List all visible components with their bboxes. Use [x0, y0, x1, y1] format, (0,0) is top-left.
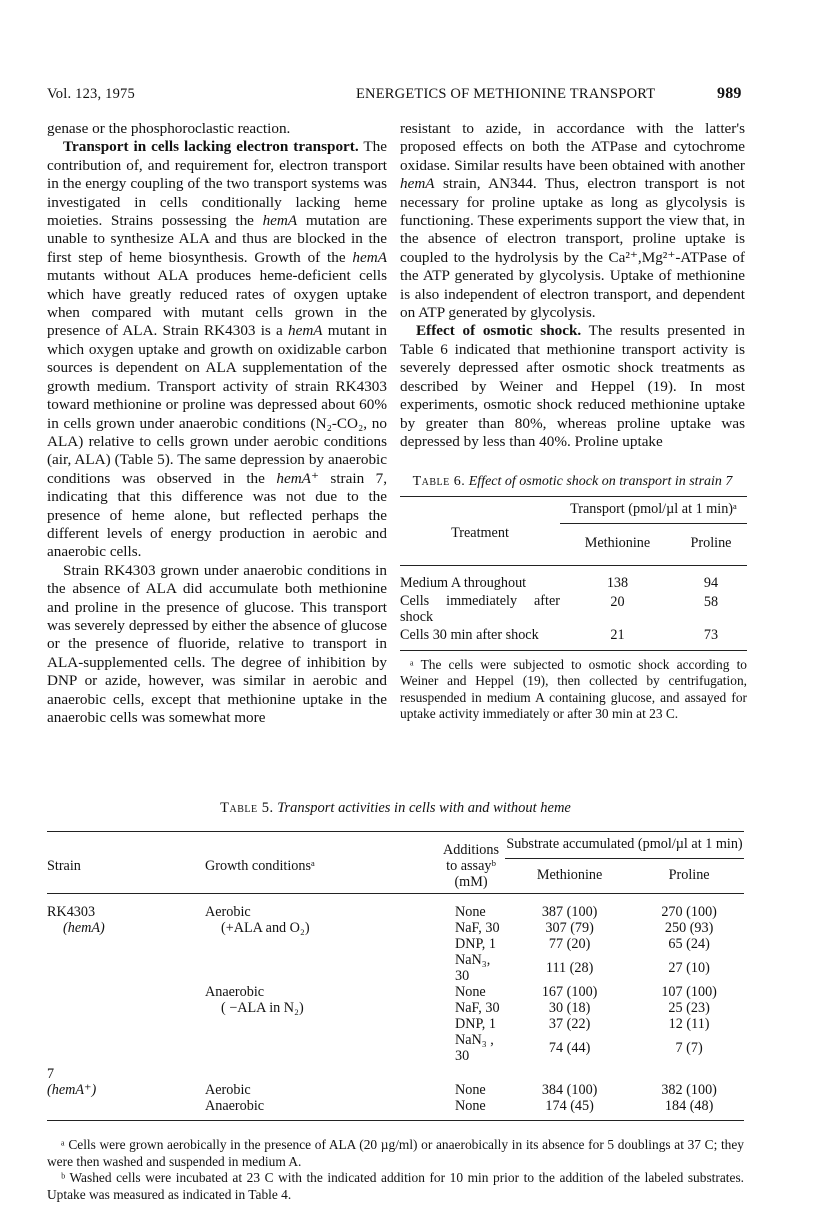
table-cell — [165, 1032, 437, 1064]
table5-footnote-b: ᵇ Washed cells were incubated at 23 C with the indicated addition for 10 min prior to the addition of the labeled substrates. Uptake was measured as indicated in Table 4. — [47, 1170, 744, 1202]
running-header-title: ENERGETICS OF METHIONINE TRANSPORT — [356, 86, 656, 102]
table6 — [400, 496, 747, 722]
section-heading-osmotic-shock: Effect of osmotic shock. — [416, 322, 582, 340]
table-cell: 307 (79) — [545, 920, 594, 936]
table-cell: DNP, 1 — [455, 1016, 496, 1032]
table-cell — [165, 952, 437, 984]
paragraph-electron-transport — [47, 138, 387, 561]
table-row: (hemA) — [63, 920, 105, 936]
text-run: strain 7, indicating that this difference was not due to the presence of heme alone, but reflected perhaps the different levels of energy production in aerobic and anaerobic cells. — [47, 469, 388, 561]
table-cell: NaF, 30 — [455, 1000, 500, 1016]
table-cell — [165, 1016, 437, 1032]
table-row — [47, 984, 165, 1000]
paragraph-osmotic-shock — [400, 322, 745, 451]
table6-header-methionine: Methionine — [560, 524, 675, 565]
table-cell: 382 (100) — [661, 1082, 717, 1098]
table6-header-group: Transport (pmol/µl at 1 min)ᵃ — [570, 501, 737, 518]
table-cell: 250 (93) — [664, 920, 714, 936]
table-cell — [165, 1064, 437, 1082]
table-cell: 20 — [610, 594, 625, 611]
table-cell: Anaerobic — [205, 1098, 265, 1114]
table-cell: DNP, 1 — [455, 936, 496, 952]
table5-header-proline: Proline — [634, 859, 744, 894]
table6-label: Table 6. — [412, 474, 466, 490]
table-row — [47, 952, 165, 984]
table5-header-group: Substrate accumulated (pmol/µl at 1 min) — [506, 836, 743, 852]
table-cell — [437, 1064, 505, 1082]
table-cell: 30 (18) — [548, 1000, 591, 1016]
table-cell: 74 (44) — [548, 1040, 591, 1056]
table-cell: 138 — [606, 574, 629, 591]
table-row — [47, 1000, 165, 1016]
gene-name: hemA — [288, 322, 323, 340]
paragraph-continuation: genase or the phosphoroclastic reaction. — [47, 120, 291, 137]
paragraph-anaerobic: Strain RK4303 grown under anaerobic conditions in the absence of ALA did accumulate both methionine and proline in the presence of glucose. This transport was severely depressed by either the absence of glucose or the presence of fluoride, relative to transport in ALA-supplemented cells. The degree of inhibition by DNP or azide, however, was similar in aerobic and anaerobic cells, except that methionine uptake in the anaerobic cells was somewhat more — [47, 561, 387, 726]
table-cell — [165, 936, 437, 952]
table-cell: Aerobic — [205, 904, 251, 920]
table6-header-proline: Proline — [675, 524, 747, 565]
table-row: RK4303 — [47, 904, 96, 920]
table-cell — [634, 1064, 744, 1082]
running-header-volume: Vol. 123, 1975 — [47, 86, 135, 102]
table5 — [47, 831, 744, 1121]
table5-block — [47, 800, 744, 1203]
table-cell: 65 (24) — [668, 936, 710, 952]
text-run: The results presented in Table 6 indicated that methionine transport activity is severely depressed after osmotic shock treatments as described by Weiner and Heppel (19). In most experiments, osmotic shock reduced methionine uptake by greater than 80%, whereas proline uptake was depressed by less than 40%. Proline uptake — [400, 322, 745, 450]
table5-header-additions: Additions to assayᵇ (mM) — [443, 841, 499, 890]
table-cell: ( −ALA in N₂) — [221, 1000, 304, 1016]
table-cell: (+ALA and O₂) — [221, 920, 310, 936]
table-cell: 184 (48) — [664, 1098, 714, 1114]
table-cell: 111 (28) — [545, 960, 594, 976]
table-cell: 174 (45) — [545, 1098, 594, 1114]
table-cell: None — [455, 904, 486, 920]
table6-caption — [400, 473, 745, 490]
table5-title: Transport activities in cells with and without heme — [277, 800, 571, 816]
table5-header-growth: Growth conditionsᵃ — [205, 857, 315, 874]
table-cell: 107 (100) — [661, 984, 717, 1000]
table5-footnotes — [47, 1137, 744, 1203]
table6-header-treatment: Treatment — [451, 524, 509, 541]
table-cell: 384 (100) — [541, 1082, 598, 1098]
table-cell: None — [455, 984, 486, 1000]
table-row: Cells immediately after shock — [400, 593, 560, 626]
table-row — [47, 936, 165, 952]
table-cell: None — [455, 1082, 486, 1098]
table-cell: 27 (10) — [668, 960, 710, 976]
table5-caption — [47, 800, 744, 817]
text-run: strain, AN344. Thus, electron transport is not necessary for proline uptake as long as glycolysis is functioning. These experiments support the view that, in the absence of electron transport, proline uptake is coupled to the hydrolysis by the Ca²⁺,Mg²⁺-ATPase of the ATP generated by glycolysis. Uptake of methionine is also independent of electron transport, and dependent on ATP generated by glycolysis. — [400, 175, 746, 322]
gene-name: hemA — [352, 248, 387, 266]
table5-header-methionine: Methionine — [505, 859, 634, 894]
table-cell: 21 — [610, 627, 625, 644]
paragraph-azide — [400, 120, 745, 322]
table-cell: NaN₃ , 30 — [455, 1032, 494, 1064]
table-cell: None — [455, 1098, 486, 1114]
table-cell: 270 (100) — [661, 904, 717, 920]
table-cell: 167 (100) — [541, 984, 598, 1000]
page-number: 989 — [717, 85, 742, 102]
table-cell — [505, 1064, 634, 1082]
table6-title: Effect of osmotic shock on transport in strain 7 — [468, 474, 733, 490]
gene-name: hemA⁺ — [276, 469, 319, 487]
table-cell: Anaerobic — [205, 984, 265, 1000]
gene-name: hemA — [400, 175, 435, 193]
table-row — [47, 1098, 165, 1121]
table-cell: 58 — [703, 594, 719, 611]
table-row: 7 — [47, 1066, 55, 1082]
left-column — [47, 120, 387, 727]
table-cell: NaF, 30 — [455, 920, 500, 936]
text-run: resistant to azide, in accordance with the latter's proposed effects on both the ATPase and cytochrome oxidase. Similar results have been obtained with another — [400, 120, 745, 174]
table-cell: 37 (22) — [548, 1016, 591, 1032]
table-cell: 77 (20) — [548, 936, 591, 952]
table5-header-strain: Strain — [47, 857, 81, 874]
text-run: mutants without ALA produces heme-deficient cells which have greatly reduced rates of oxygen uptake when compared with mutant cells grown in the presence of ALA. Strain RK4303 is a — [47, 267, 387, 340]
table-row — [47, 1032, 165, 1064]
table-row: (hemA⁺) — [47, 1082, 97, 1098]
table-row: Medium A throughout — [400, 574, 527, 591]
text-run: mutant in which oxygen uptake and growth on oxidizable carbon sources is dependent on ALA supplementation of the growth medium. Transport activity of strain RK4303 toward methionine or proline was depressed about 60% in cells grown under anaerobic conditions (N₂-CO₂, no ALA) relative to cells grown under aerobic conditions (air, ALA) (Table 5). The same depression by anaerobic conditions was observed in the — [47, 322, 387, 487]
table-row: Cells 30 min after shock — [400, 627, 539, 644]
table-cell: 7 (7) — [675, 1040, 703, 1056]
gene-name: hemA — [262, 212, 298, 230]
text-run: mutation are unable to synthesize ALA and thus are blocked in the first step of heme biosynthesis. Growth of the — [47, 212, 388, 266]
table-cell: 73 — [703, 627, 719, 644]
table6-footnote: ᵃ The cells were subjected to osmotic shock according to Weiner and Heppel (19), then collected by centrifugation, resuspended in medium A containing glucose, and assayed for uptake activity immediately or after 30 min at 23 C. — [400, 656, 747, 722]
table-cell: 25 (23) — [668, 1000, 710, 1016]
table-row — [47, 1016, 165, 1032]
text-run: The contribution of, and requirement for, electron transport in the energy coupling of the two transport systems was investigated in cells conditionally lacking heme moieties. Strains possessing the — [47, 138, 387, 230]
table-cell: 387 (100) — [541, 904, 598, 920]
table-cell: NaN₃, 30 — [455, 952, 491, 984]
table5-footnote-a: ᵃ Cells were grown aerobically in the presence of ALA (20 µg/ml) or anaerobically in its absence for 5 doublings at 37 C; they were then washed and suspended in medium A. — [47, 1137, 744, 1169]
section-heading-electron-transport: Transport in cells lacking electron transport. — [63, 138, 359, 156]
right-column — [400, 120, 745, 723]
table-cell: 12 (11) — [668, 1016, 710, 1032]
table5-label: Table 5. — [220, 800, 274, 816]
table-cell: Aerobic — [205, 1082, 251, 1098]
table-cell: 94 — [703, 574, 719, 591]
